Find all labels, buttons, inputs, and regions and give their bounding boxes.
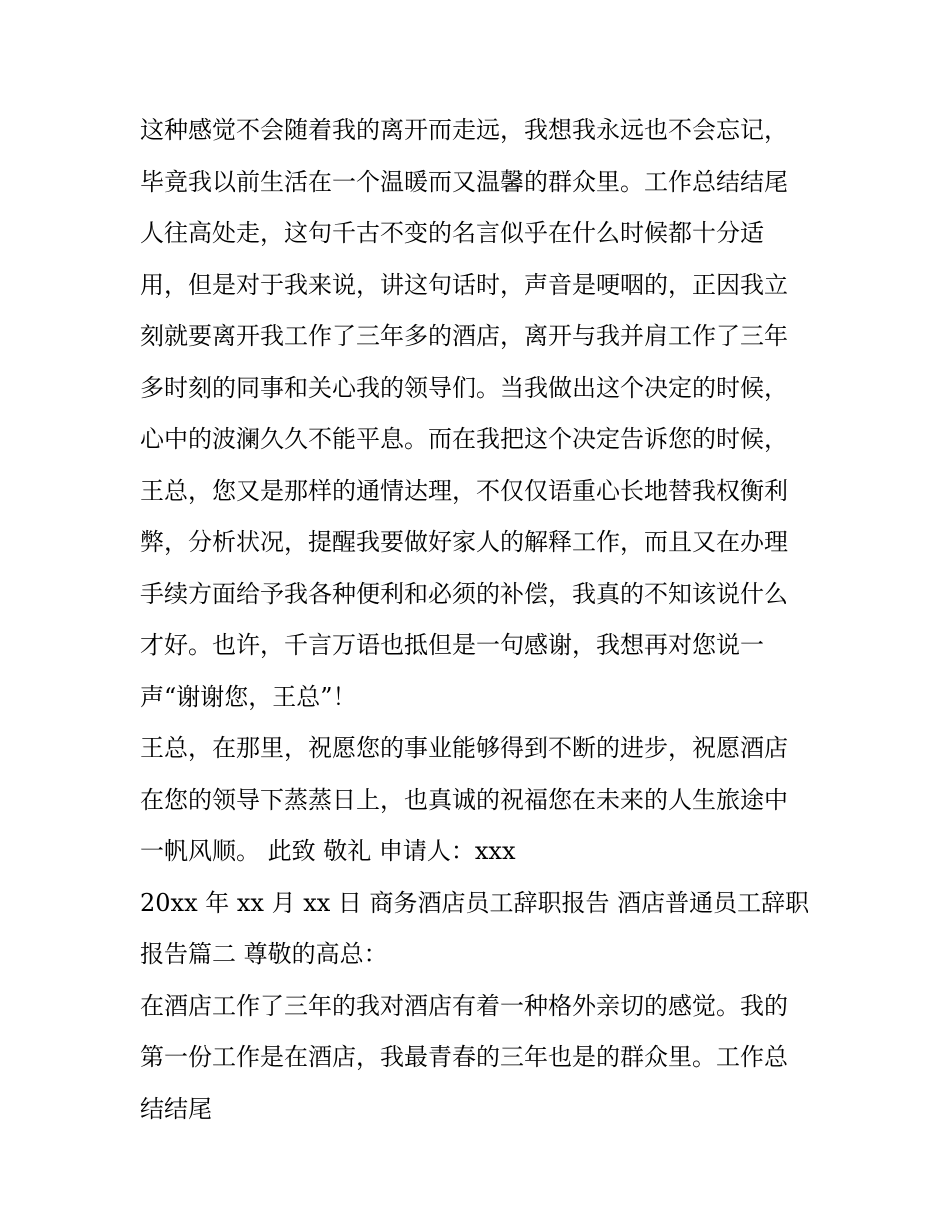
text-line: 用，但是对于我来说，讲这句话时，声音是哽咽的，正因我立 <box>140 270 788 299</box>
text-line: 声“谢谢您，王总”！ <box>140 682 357 711</box>
text-line: 在您的领导下蒸蒸日上，也真诚的祝福您在未来的人生旅途中 <box>140 785 788 814</box>
text-line: 20xx 年 xx 月 xx 日 商务酒店员工辞职报告 酒店普通员工辞职 <box>140 888 810 917</box>
text-line: 手续方面给予我各种便利和必须的补偿，我真的不知该说什么 <box>140 579 788 608</box>
text-line: 刻就要离开我工作了三年多的酒店，离开与我并肩工作了三年 <box>140 322 788 350</box>
text-line: 结结尾 <box>140 1094 212 1123</box>
text-line: 毕竟我以前生活在一个温暖而又温馨的群众里。工作总结结尾 <box>140 167 788 196</box>
text-line: 人往高处走，这句千古不变的名言似乎在什么时候都十分适 <box>140 219 764 247</box>
text-line: 第一份工作是在酒店，我最青春的三年也是的群众里。工作总 <box>140 1043 788 1071</box>
body-text <box>140 105 820 1135</box>
text-line: 这种感觉不会随着我的离开而走远，我想我永远也不会忘记， <box>140 116 788 144</box>
text-line: 在酒店工作了三年的我对酒店有着一种格外亲切的感觉。我的 <box>140 991 788 1020</box>
text-line: 弊，分析状况，提醒我要做好家人的解释工作，而且又在办理 <box>140 528 788 556</box>
text-line: 才好。也许，千言万语也抵但是一句感谢，我想再对您说一 <box>140 631 764 659</box>
text-line: 王总，您又是那样的通情达理，不仅仅语重心长地替我权衡利 <box>140 476 788 505</box>
text-line: 报告篇二 尊敬的高总： <box>140 940 388 968</box>
text-line: 心中的波澜久久不能平息。而在我把这个决定告诉您的时候， <box>140 425 788 453</box>
text-line: 一帆风顺。 此致 敬礼 申请人：xxx <box>140 837 516 865</box>
text-line: 王总，在那里，祝愿您的事业能够得到不断的进步，祝愿酒店 <box>140 734 788 762</box>
text-line: 多时刻的同事和关心我的领导们。当我做出这个决定的时候， <box>140 373 788 402</box>
